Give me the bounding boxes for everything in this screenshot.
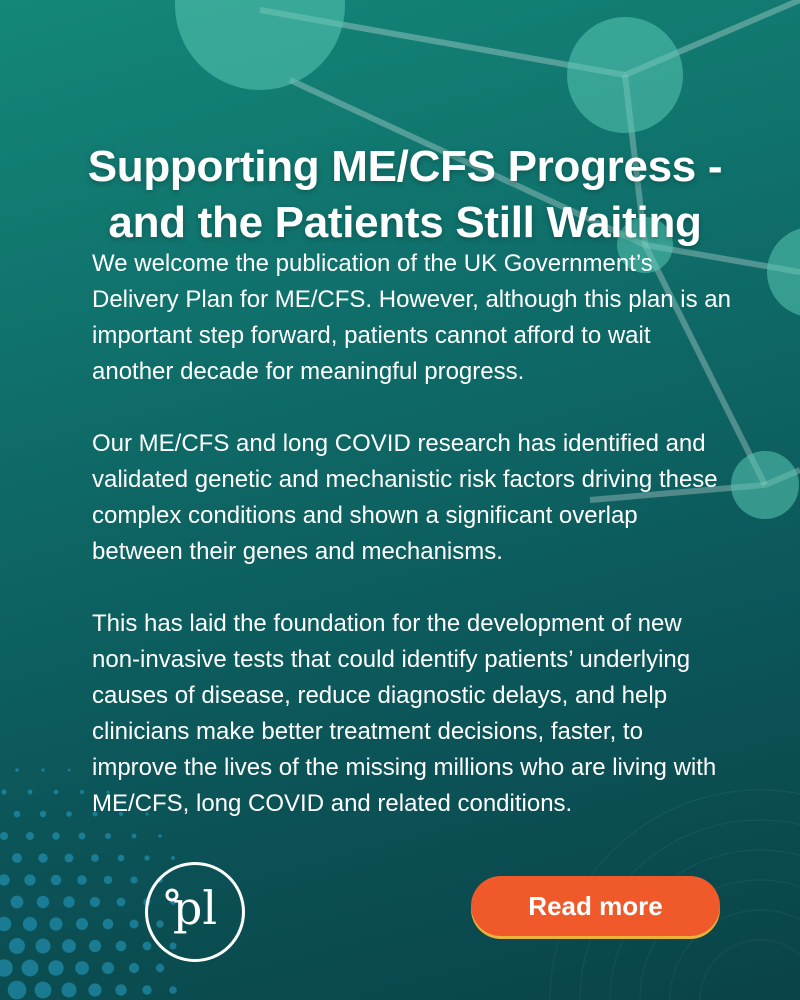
post-body	[92, 246, 732, 858]
halftone-dot	[35, 982, 52, 999]
halftone-dot	[36, 939, 51, 954]
halftone-dot	[104, 876, 112, 884]
halftone-dot	[0, 917, 11, 932]
halftone-dot	[130, 920, 139, 929]
halftone-dot	[23, 917, 37, 931]
halftone-dot	[116, 941, 127, 952]
halftone-dot	[51, 875, 62, 886]
halftone-dot	[41, 768, 44, 771]
halftone-dot	[117, 898, 126, 907]
halftone-dot	[12, 853, 22, 863]
halftone-dot	[63, 896, 74, 907]
halftone-dot	[37, 896, 49, 908]
halftone-dot	[75, 961, 89, 975]
halftone-dot	[142, 985, 151, 994]
halftone-dot	[76, 918, 88, 930]
halftone-dot	[52, 832, 60, 840]
halftone-dot	[65, 854, 74, 863]
halftone-dot	[80, 790, 84, 794]
halftone-dot	[89, 940, 101, 952]
halftone-dot	[77, 875, 87, 885]
post-title: Supporting ME/CFS Progress - and the Patients Still Waiting	[87, 142, 723, 248]
halftone-dot	[129, 963, 139, 973]
halftone-dot	[66, 811, 72, 817]
read-more-button[interactable]: Read more	[471, 876, 720, 936]
halftone-dot	[62, 939, 76, 953]
halftone-dot	[0, 874, 10, 885]
paragraph-2: Our ME/CFS and long COVID research has identified and validated genetic and mechanistic risk factors driving these complex conditions and shown a significant overlap between their genes and mechanisms.	[92, 430, 718, 565]
halftone-dot	[1, 789, 6, 794]
halftone-dot	[15, 768, 19, 772]
pl-logo	[145, 862, 245, 962]
halftone-dot	[90, 897, 100, 907]
halftone-dot	[68, 769, 71, 772]
halftone-dot	[11, 896, 24, 909]
halftone-dot	[62, 983, 77, 998]
halftone-dot	[130, 876, 137, 883]
halftone-dot	[0, 832, 8, 840]
halftone-dot	[26, 832, 34, 840]
halftone-dot	[156, 964, 164, 972]
halftone-dot	[8, 981, 27, 1000]
halftone-dot	[24, 874, 35, 885]
halftone-dot	[48, 960, 63, 975]
logo-text: pl	[172, 881, 218, 935]
halftone-dot	[0, 959, 13, 977]
halftone-dot	[79, 833, 86, 840]
paragraph-3: This has laid the foundation for the development of new non-invasive tests that could identify patients’ underlying causes of disease, reduce diagnostic delays, and help clinicians make better treatment decisions, faster, to improve the lives of the missing millions who are living with ME/CFS, long COVID and related conditions.	[92, 610, 717, 817]
halftone-dot	[9, 938, 25, 954]
halftone-dot	[102, 962, 114, 974]
halftone-dot	[115, 984, 126, 995]
halftone-dot	[103, 919, 114, 930]
halftone-dot	[14, 811, 21, 818]
halftone-dot	[54, 790, 59, 795]
halftone-dot	[88, 983, 101, 996]
paragraph-1: We welcome the publication of the UK Government’s Delivery Plan for ME/CFS. However, although this plan is an important step forward, patients cannot afford to wait another decade for meaningful progress.	[92, 250, 731, 385]
halftone-dot	[49, 917, 62, 930]
halftone-dot	[38, 853, 47, 862]
halftone-dot	[40, 811, 46, 817]
halftone-dot	[28, 790, 33, 795]
halftone-dot	[169, 986, 177, 994]
halftone-dot	[22, 960, 39, 977]
